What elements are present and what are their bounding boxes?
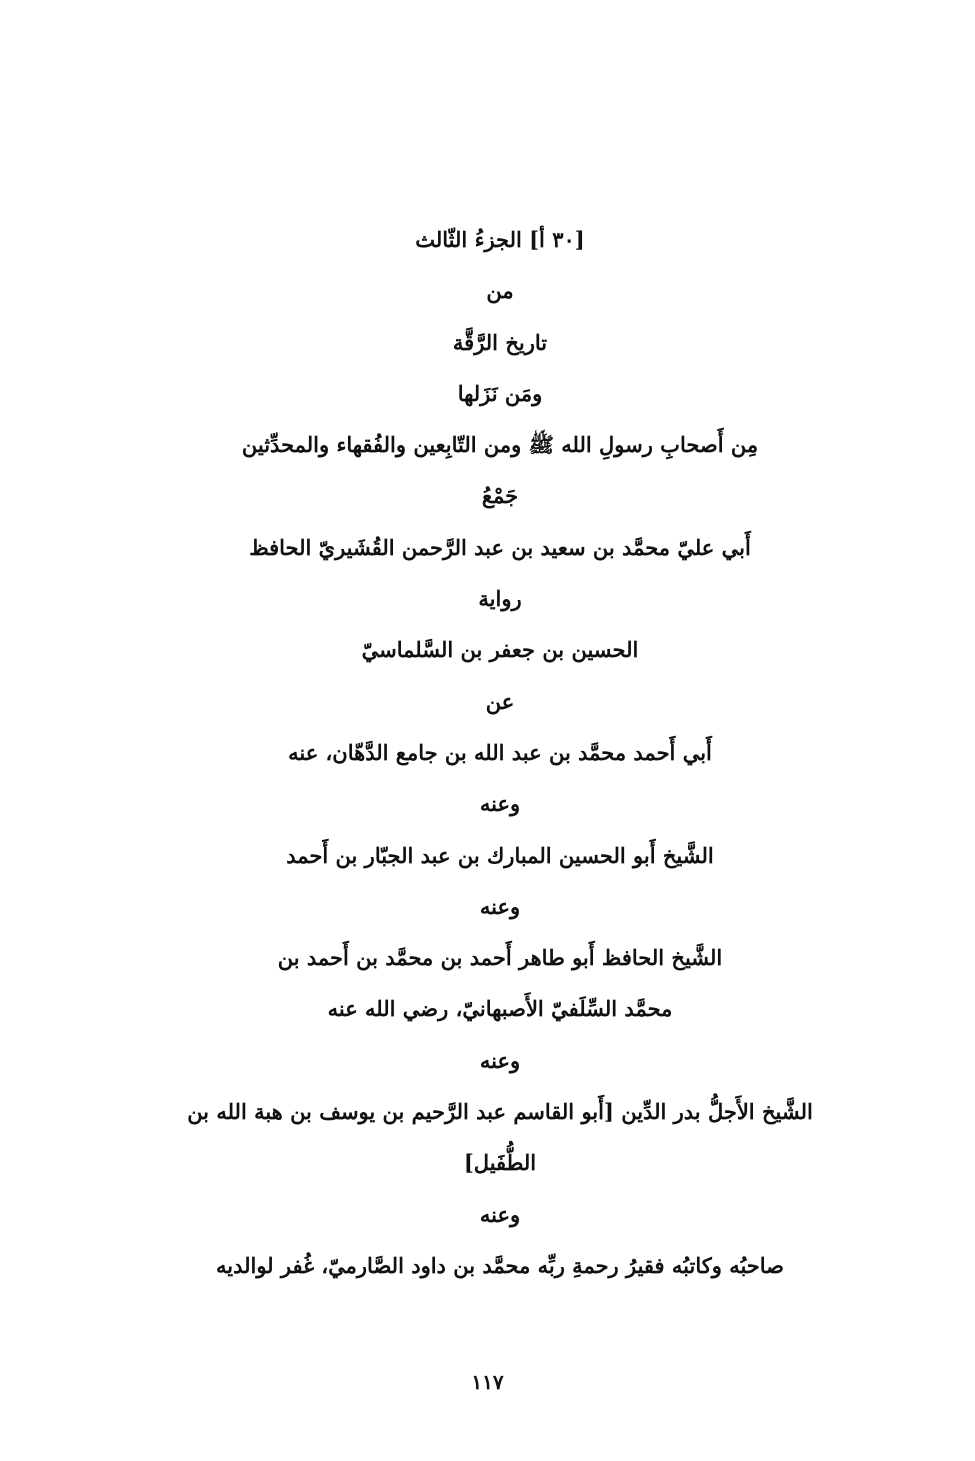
- narrator-line: الحسين بن جعفر بن السَّلماسيّ: [361, 637, 639, 663]
- narrator-line: الشَّيخ الأَجلُّ بدر الدِّين [أَبو القاسم عبد الرَّحيم بن يوسف بن هبة الله بن: [187, 1099, 813, 1125]
- text-line: وعنه: [479, 1201, 521, 1227]
- text-line: عن: [485, 688, 515, 714]
- narrator-line: محمَّد السِّلَفيّ الأَصبهانيّ، رضي الله عنه: [327, 996, 673, 1022]
- text-line: رواية: [478, 586, 522, 612]
- narrator-line: أَبي أَحمد محمَّد بن عبد الله بن جامع الدَّهّان، عنه: [288, 739, 712, 765]
- text-line: وعنه: [479, 1047, 521, 1073]
- part-heading: [٣٠ أ] الجزءُ الثّالث: [415, 227, 585, 252]
- scribe-line: صاحبُه وكاتبُه فقيرُ رحمةِ ربِّه محمَّد بن داود الصَّارميّ، غُفر لوالديه: [215, 1252, 785, 1278]
- narrator-line: الشَّيخ الحافظ أَبو طاهر أَحمد بن محمَّد بن أَحمد بن: [277, 945, 723, 971]
- narrator-line: الطُّفَيل]: [463, 1150, 537, 1176]
- text-line: جَمْعُ: [481, 483, 519, 509]
- text-line: ومَن نَزَلها: [457, 380, 543, 406]
- text-line: وعنه: [479, 893, 521, 919]
- page-number: ١١٧: [471, 1370, 504, 1394]
- author-line: أَبي عليّ محمَّد بن سعيد بن عبد الرَّحمن القُشَيريّ الحافظ: [249, 534, 751, 560]
- book-title: تاريخ الرَّقَّة: [452, 329, 548, 355]
- title-page-block: [160, 214, 840, 1291]
- text-line: مِن أَصحابِ رسولِ الله ﷺ ومن التّابِعين والفُقهاء والمحدِّثين: [241, 432, 759, 458]
- text-line: من: [486, 278, 514, 304]
- narrator-line: الشَّيخ أَبو الحسين المبارك بن عبد الجبّار بن أَحمد: [286, 842, 714, 868]
- text-line: وعنه: [479, 791, 521, 817]
